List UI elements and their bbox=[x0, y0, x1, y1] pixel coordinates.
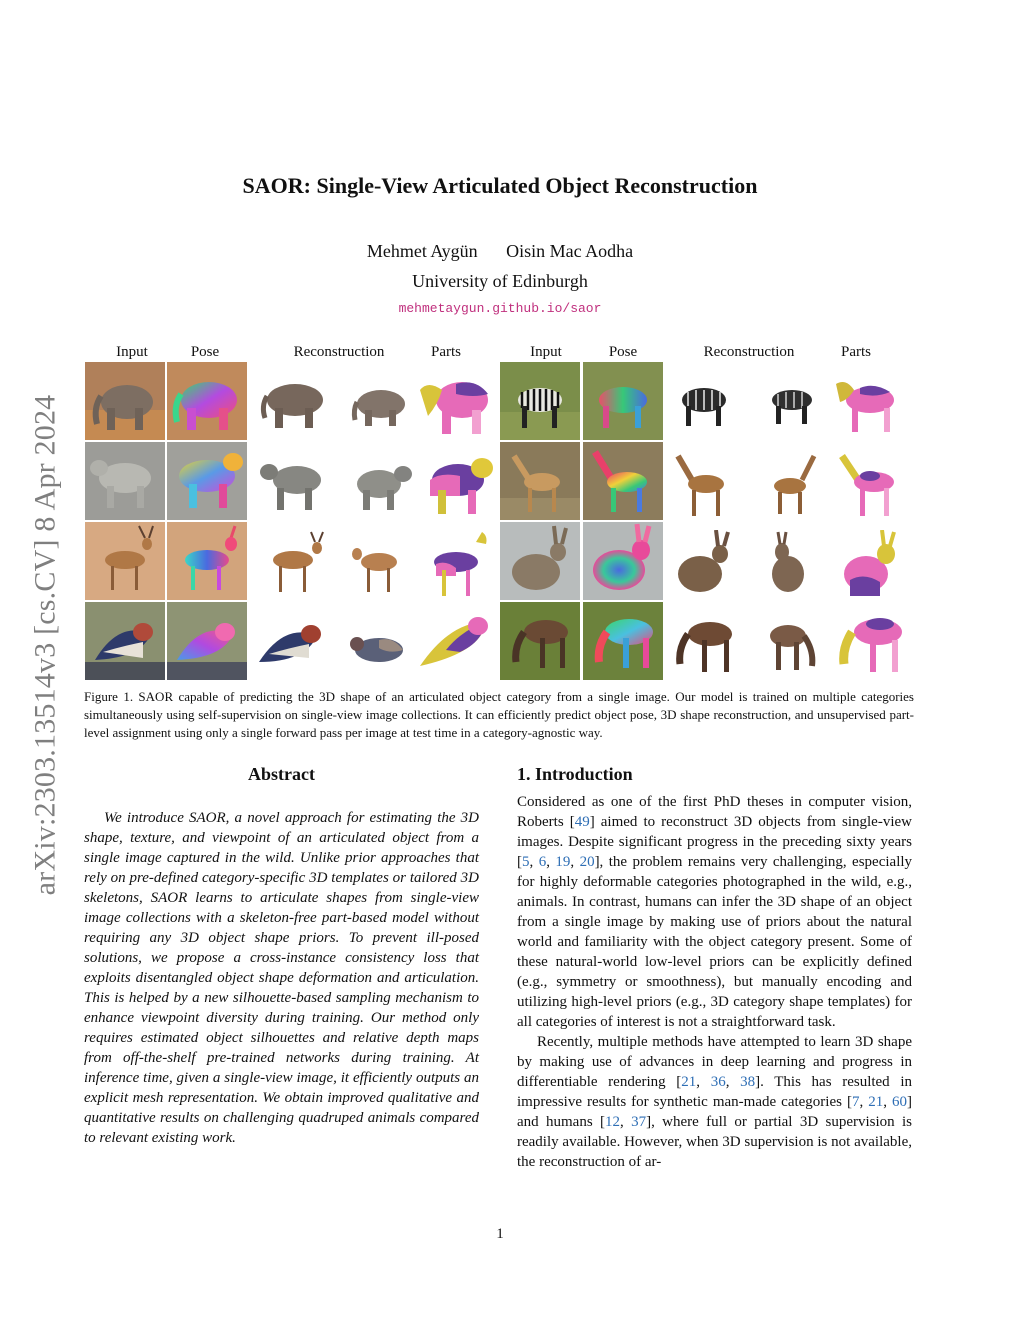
paragraph-text: ] and humans [ bbox=[517, 1094, 912, 1130]
part-segmentation bbox=[416, 610, 496, 688]
citation-link[interactable]: 12 bbox=[605, 1114, 620, 1130]
paragraph-text: , bbox=[529, 854, 539, 870]
citation-link[interactable]: 21 bbox=[681, 1074, 697, 1090]
input-photo bbox=[85, 602, 165, 680]
paragraph-text: ], the problem remains very challenging, especially for highly deformable categories photographed in the wild, e.g., animals. In contrast, humans can infer the 3D shape of an object from a single image by making use of priors about the natural world and familiarity with the object category present. Some of these natural-world low-level priors can be explicitly defined (e.g., symmetry or smoothness), but manually encoding and utilizing high-level priors (e.g., 3D category shape templates) for all categories of interest is not a straightforward task. bbox=[517, 854, 913, 1030]
citation-link[interactable]: 5 bbox=[522, 854, 530, 870]
author-name: Mehmet Aygün bbox=[366, 241, 478, 261]
reconstruction-render bbox=[343, 370, 423, 448]
abstract-heading: Abstract bbox=[248, 764, 315, 784]
paragraph-text: , bbox=[859, 1094, 869, 1110]
figure-column-label: Parts bbox=[431, 344, 461, 360]
paragraph-text: , bbox=[546, 854, 556, 870]
citation-link[interactable]: 19 bbox=[555, 854, 571, 870]
citation-link[interactable]: 36 bbox=[710, 1074, 726, 1090]
input-photo bbox=[85, 522, 165, 600]
introduction-body bbox=[517, 792, 912, 1172]
reconstruction-render bbox=[253, 370, 333, 448]
input-photo bbox=[500, 362, 580, 440]
citation-link[interactable]: 6 bbox=[538, 854, 547, 870]
reconstruction-render bbox=[664, 610, 744, 688]
paragraph-text: , bbox=[620, 1114, 632, 1130]
part-segmentation bbox=[416, 530, 496, 608]
citation-link[interactable]: 49 bbox=[574, 814, 590, 830]
part-segmentation bbox=[830, 370, 910, 448]
reconstruction-render bbox=[754, 450, 834, 528]
pose-map bbox=[583, 522, 663, 600]
paragraph-text: , bbox=[883, 1094, 892, 1110]
author-list bbox=[0, 241, 1000, 262]
paragraph-text: Recently, multiple methods have attempted to learn 3D shape by making use of advances in deep learning and progress in differentiable rendering [ bbox=[517, 1034, 912, 1090]
input-photo bbox=[85, 442, 165, 520]
reconstruction-render bbox=[754, 530, 834, 608]
reconstruction-render bbox=[343, 610, 423, 688]
citation-link[interactable]: 38 bbox=[740, 1074, 756, 1090]
paragraph-text: ], where full or partial 3D supervision is readily available. However, when 3D supervision is not available, the reconstruction of ar- bbox=[517, 1114, 912, 1170]
paper-title: SAOR: Single-View Articulated Object Reconstruction bbox=[242, 173, 758, 198]
paragraph-text: , bbox=[570, 854, 580, 870]
pose-map bbox=[583, 362, 663, 440]
paragraph-text: ]. This has resulted in impressive results for synthetic man-made categories [ bbox=[517, 1074, 913, 1110]
page-number: 1 bbox=[496, 1226, 504, 1242]
arxiv-stamp bbox=[14, 362, 76, 928]
pose-map bbox=[167, 602, 247, 680]
citation-link[interactable]: 37 bbox=[631, 1114, 647, 1130]
reconstruction-render bbox=[343, 450, 423, 528]
reconstruction-render bbox=[754, 370, 834, 448]
paragraph-text: Considered as one of the first PhD theses in computer vision, Roberts [ bbox=[517, 794, 912, 830]
pose-map bbox=[583, 602, 663, 680]
input-photo bbox=[500, 442, 580, 520]
part-segmentation bbox=[830, 530, 910, 608]
reconstruction-render bbox=[253, 530, 333, 608]
citation-link[interactable]: 60 bbox=[892, 1094, 907, 1110]
part-segmentation bbox=[830, 450, 910, 528]
introduction-paragraph bbox=[517, 1032, 912, 1172]
reconstruction-render bbox=[664, 450, 744, 528]
figure-column-label: Parts bbox=[841, 344, 871, 360]
input-photo bbox=[85, 362, 165, 440]
figure-column-label: Input bbox=[116, 344, 148, 360]
pose-map bbox=[167, 442, 247, 520]
input-photo bbox=[500, 602, 580, 680]
reconstruction-render bbox=[754, 610, 834, 688]
citation-link[interactable]: 20 bbox=[579, 854, 595, 870]
reconstruction-render bbox=[253, 450, 333, 528]
part-segmentation bbox=[416, 450, 496, 528]
figure-column-label: Input bbox=[530, 344, 562, 360]
figure-column-label: Reconstruction bbox=[703, 344, 795, 360]
paragraph-text: , bbox=[696, 1074, 711, 1090]
affiliation: University of Edinburgh bbox=[412, 271, 588, 291]
part-segmentation bbox=[416, 370, 496, 448]
citation-link[interactable]: 7 bbox=[851, 1094, 860, 1110]
project-url-link[interactable]: mehmetaygun.github.io/saor bbox=[398, 301, 602, 316]
figure-column-label: Pose bbox=[608, 344, 638, 360]
paragraph-text: ] aimed to reconstruct 3D objects from single-view images. Despite significant progress in the preceding sixty years [ bbox=[517, 814, 912, 870]
reconstruction-render bbox=[664, 370, 744, 448]
citation-link[interactable]: 21 bbox=[868, 1094, 884, 1110]
author-name: Oisin Mac Aodha bbox=[506, 241, 634, 261]
pose-map bbox=[583, 442, 663, 520]
arxiv-identifier: arXiv:2303.13514v3 [cs.CV] 8 Apr 2024 bbox=[28, 394, 61, 896]
reconstruction-render bbox=[664, 530, 744, 608]
reconstruction-render bbox=[253, 610, 333, 688]
figure-column-label: Pose bbox=[190, 344, 220, 360]
input-photo bbox=[500, 522, 580, 600]
figure-caption: Figure 1. SAOR capable of predicting the 3D shape of an articulated object category from a single image. Our model is trained on multiple categories simultaneously using self-supervision on single-view image collections. It can efficiently predict object pose, 3D shape reconstruction, and unsupervised part-level assignment using only a single forward pass per image at test time in a category-agnostic way. bbox=[84, 689, 914, 740]
abstract-body: We introduce SAOR, a novel approach for estimating the 3D shape, texture, and viewpoint of an articulated object from a single image captured in the wild. Unlike prior approaches that rely on pre-defined category-specific 3D templates or tailored 3D skeletons, SAOR learns to articulate shapes from single-view image collections with a skeleton-free part-based model without requiring any 3D object shape priors. To prevent ill-posed solutions, we propose a cross-instance consistency loss that exploits disentangled object shape deformation and articulation. This is helped by a new silhouette-based sampling mechanism to enhance viewpoint diversity during training. Our method only requires estimated object silhouettes and relative depth maps from off-the-shelf pre-trained networks during training. At inference time, given a single-view image, it efficiently outputs an explicit mesh representation. We obtain improved qualitative and quantitative results on challenging quadruped animals compared to relevant existing work. bbox=[84, 810, 479, 1146]
introduction-paragraph bbox=[517, 792, 912, 1032]
pose-map bbox=[167, 362, 247, 440]
pose-map bbox=[167, 522, 247, 600]
paragraph-text: , bbox=[725, 1074, 741, 1090]
part-segmentation bbox=[830, 610, 910, 688]
introduction-heading: 1. Introduction bbox=[517, 764, 633, 784]
reconstruction-render bbox=[343, 530, 423, 608]
figure-column-label: Reconstruction bbox=[293, 344, 385, 360]
